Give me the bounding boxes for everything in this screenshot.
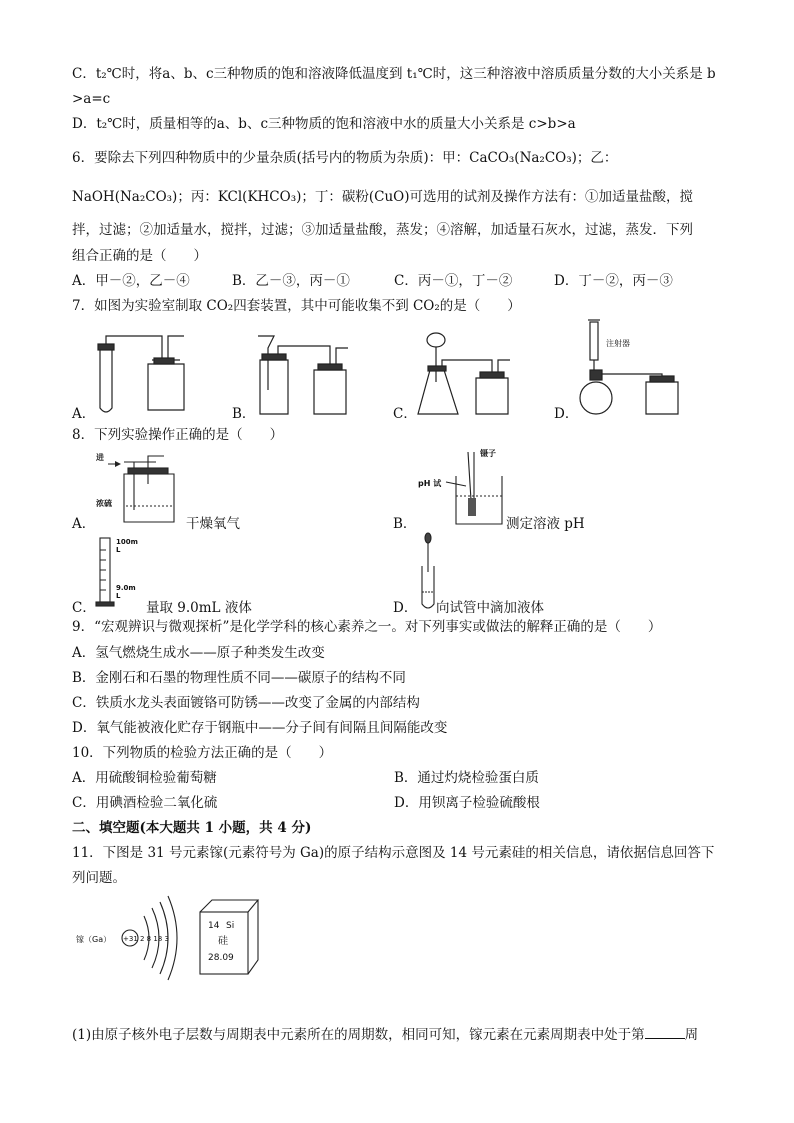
q11-shell-electrons: 2 8 18 3 bbox=[140, 935, 169, 943]
q7-syringe-label: 注射器 bbox=[606, 339, 630, 348]
q11-si-mass: 28.09 bbox=[208, 953, 234, 963]
q11-subquestion-1 bbox=[72, 1024, 732, 1045]
q6-options bbox=[72, 271, 732, 291]
q10-option-b[interactable]: B．通过灼烧检验蛋白质 bbox=[394, 770, 539, 786]
q9-stem: 9．“宏观辨识与微观探析”是化学学科的核心素养之一。对下列事实或做法的解释正确的是（ ） bbox=[72, 619, 662, 635]
q11-sub1-suffix: 周 bbox=[684, 1027, 699, 1043]
q7-apparatus-a bbox=[92, 330, 192, 420]
q8-figure-c-cylinder bbox=[94, 534, 150, 610]
q8-caption-b: 测定溶液 pH bbox=[506, 516, 585, 532]
q11-si-name: 硅 bbox=[218, 936, 228, 947]
q10-options-row2 bbox=[72, 793, 732, 813]
q6-stem-line2: NaOH(Na₂CO₃)；丙：KCl(KHCO₃)；丁：碳粉(CuO)可选用的试剂及操作方法有：①加适量盐酸，搅 bbox=[72, 189, 694, 205]
q6-option-d[interactable]: D．丁－②，丙－③ bbox=[554, 273, 673, 289]
q11-stem-line2: 列问题。 bbox=[72, 870, 126, 886]
q8-figure-b-ph-test bbox=[416, 446, 506, 530]
q8-label-d[interactable]: D． bbox=[393, 600, 418, 616]
q7-label-b[interactable]: B． bbox=[232, 406, 256, 422]
q11-nucleus-charge: +31 bbox=[123, 935, 138, 943]
q11-si-symbol: Si bbox=[226, 921, 235, 931]
q6-stem-line4: 组合正确的是（ ） bbox=[72, 248, 207, 264]
q8-c-bottom-unit: L bbox=[116, 592, 121, 600]
q7-apparatus-d bbox=[574, 318, 684, 418]
q7-apparatus-b bbox=[252, 330, 352, 420]
q8-figure-d-dropper bbox=[418, 532, 438, 612]
q8-label-a[interactable]: A． bbox=[72, 516, 96, 532]
q6-stem-line1: 6．要除去下列四种物质中的少量杂质(括号内的物质为杂质)：甲：CaCO₃(Na₂CO₃)；乙： bbox=[72, 150, 618, 166]
q6-stem-line3: 拌，过滤；②加适量水，搅拌，过滤；③加适量盐酸，蒸发；④溶解，加适量石灰水，过滤，蒸发．下列 bbox=[72, 222, 693, 238]
q7-label-a[interactable]: A． bbox=[72, 406, 96, 422]
q7-label-c[interactable]: C． bbox=[393, 406, 417, 422]
q8-caption-d: 向试管中滴加液体 bbox=[436, 600, 544, 616]
section-title-fill-in: 二、填空题(本大题共 1 小题，共 4 分) bbox=[72, 820, 312, 836]
q11-silicon-cell bbox=[196, 898, 262, 978]
q9-option-a[interactable]: A．氢气燃烧生成水——原子种类发生改变 bbox=[72, 645, 325, 661]
q11-sub1-answer-blank[interactable] bbox=[645, 1024, 685, 1039]
q7-apparatus-c bbox=[414, 330, 514, 420]
q8-label-c[interactable]: C． bbox=[72, 600, 96, 616]
q8-stem: 8．下列实验操作正确的是（ ） bbox=[72, 427, 284, 443]
q8-a-acid-label: 浓硫 bbox=[96, 499, 112, 508]
q7-label-d[interactable]: D． bbox=[554, 406, 579, 422]
q9-option-c[interactable]: C．铁质水龙头表面镀铬可防锈——改变了金属的内部结构 bbox=[72, 695, 420, 711]
q8-label-b[interactable]: B． bbox=[393, 516, 417, 532]
q5-option-c-line1: C．t₂℃时，将a、b、c三种物质的饱和溶液降低温度到 t₁℃时，这三种溶液中溶质质量分数的大小关系是 b bbox=[72, 66, 716, 82]
q8-caption-c: 量取 9.0mL 液体 bbox=[146, 600, 252, 616]
q6-option-c[interactable]: C．丙－①，丁－② bbox=[394, 273, 513, 289]
q6-option-b[interactable]: B．乙－③，丙－① bbox=[232, 273, 350, 289]
q8-a-in-label: 进 bbox=[96, 453, 104, 462]
q10-stem: 10．下列物质的检验方法正确的是（ ） bbox=[72, 745, 333, 761]
q9-option-d[interactable]: D．氧气能被液化贮存于钢瓶中——分子间有间隔且间隔能改变 bbox=[72, 720, 448, 736]
q7-stem: 7．如图为实验室制取 CO₂四套装置，其中可能收集不到 CO₂的是（ ） bbox=[72, 298, 521, 314]
q8-c-top-unit: L bbox=[116, 546, 121, 554]
q10-option-d[interactable]: D．用钡离子检验硫酸根 bbox=[394, 795, 540, 811]
q8-b-tweezer-label: 镊子 bbox=[480, 449, 496, 458]
q8-b-ph-label: pH 试 bbox=[418, 479, 442, 488]
q8-c-bottom-label: 9.0m bbox=[116, 584, 136, 592]
q6-option-a[interactable]: A．甲－②，乙－④ bbox=[72, 273, 190, 289]
q10-option-c[interactable]: C．用碘酒检验二氧化硫 bbox=[72, 795, 218, 811]
q11-si-number: 14 bbox=[208, 921, 220, 931]
q11-ga-label: 镓（Ga） bbox=[76, 935, 112, 944]
q8-c-top-label: 100m bbox=[116, 538, 138, 546]
q11-sub1-text: (1)由原子核外电子层数与周期表中元素所在的周期数，相同可知，镓元素在元素周期表中处于第 bbox=[72, 1027, 645, 1043]
q8-figure-a-wash-bottle bbox=[94, 450, 184, 530]
q11-gallium-atom-diagram bbox=[74, 892, 184, 982]
q5-option-d: D．t₂℃时，质量相等的a、b、c三种物质的饱和溶液中水的质量大小关系是 c>b>a bbox=[72, 116, 576, 132]
q10-option-a[interactable]: A．用硫酸铜检验葡萄糖 bbox=[72, 770, 217, 786]
q11-stem-line1: 11．下图是 31 号元素镓(元素符号为 Ga)的原子结构示意图及 14 号元素硅的相关信息，请依据信息回答下 bbox=[72, 845, 715, 861]
q9-option-b[interactable]: B．金刚石和石墨的物理性质不同——碳原子的结构不同 bbox=[72, 670, 406, 686]
q10-options-row1 bbox=[72, 768, 732, 788]
q8-caption-a: 干燥氧气 bbox=[186, 516, 240, 532]
q5-option-c-line2: >a=c bbox=[72, 91, 111, 107]
